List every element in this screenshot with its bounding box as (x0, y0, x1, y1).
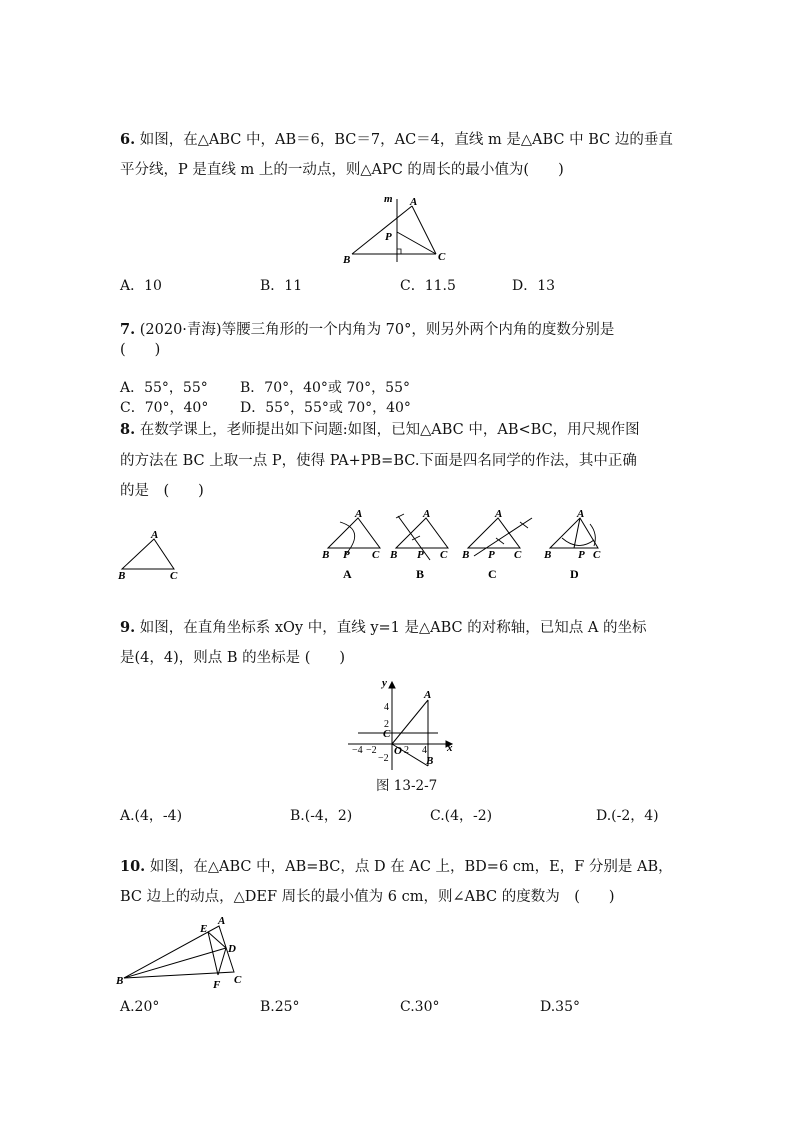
q8a-label-c: C (372, 549, 380, 561)
q9-coordinate-figure (338, 676, 462, 772)
q9-tick-y-neg2: −2 (378, 753, 389, 764)
q10-option-a: A.20° (120, 999, 160, 1015)
q9-line1 (120, 618, 646, 638)
q10-text1: 如图，在△ABC 中，AB=BC，点 D 在 AC 上，BD=6 cm，E，F 分别是 AB， (149, 859, 673, 875)
q6-label-a: A (410, 196, 418, 208)
q9-label-y: y (382, 677, 387, 689)
q6-line1 (120, 130, 673, 150)
q8-caption-a: A (343, 567, 352, 581)
q9-label-a: A (424, 689, 432, 701)
q9-option-c: C.(4，-2) (430, 808, 493, 824)
q10-label-a: A (218, 915, 226, 927)
q8-choice-b-figure (386, 508, 454, 583)
q6-label-p: P (385, 231, 392, 243)
q6-text1: 如图，在△ABC 中，AB＝6，BC＝7，AC＝4，直线 m 是△ABC 中 BC 边的垂直 (139, 132, 673, 148)
q10-label-f: F (213, 979, 221, 991)
q9-label-o: O (394, 745, 402, 757)
q8-choice-d-figure (540, 508, 608, 583)
q9-tick-x-neg4: −4 (352, 745, 363, 756)
q8-text1: 在数学课上，老师提出如下问题:如图，已知△ABC 中，AB<BC，用尺规作图 (139, 422, 640, 438)
q10-option-d: D.35° (540, 999, 580, 1015)
q10-option-c: C.30° (400, 999, 440, 1015)
q8d-label-c: C (593, 549, 601, 561)
q8d-label-a: A (577, 508, 585, 520)
q7-number: 7. (120, 321, 136, 338)
q8-line2: 的方法在 BC 上取一点 P，使得 PA+PB=BC.下面是四名同学的作法，其中正确 (120, 453, 637, 469)
q6-option-b: B．11 (260, 278, 303, 294)
q9-option-b: B.(-4，2) (290, 808, 353, 824)
q10-figure (116, 912, 254, 992)
q9-label-c: C (383, 728, 391, 740)
q8-number: 8. (120, 421, 136, 438)
q7-line1 (120, 320, 614, 340)
q8-caption-c: C (488, 567, 497, 581)
q6-option-d: D．13 (512, 278, 556, 294)
q9-tick-y-2: 2 (384, 719, 389, 730)
q8-line3: 的是 ( ) (120, 483, 204, 499)
q6-right-angle (397, 249, 401, 254)
q8d-label-p: P (578, 549, 585, 561)
q8b-label-b: B (390, 549, 398, 561)
q8a-label-a: A (355, 508, 363, 520)
q8-caption-b: B (416, 567, 425, 581)
q9-option-d: D.(-2，4) (596, 808, 659, 824)
q8c-label-p: P (488, 549, 495, 561)
q10-number: 10. (120, 858, 146, 875)
q7-option-a: A．55°，55° (120, 380, 208, 396)
q10-label-b: B (116, 975, 124, 987)
q10-option-b: B.25° (260, 999, 300, 1015)
q8-line1 (120, 420, 640, 440)
q9-option-a: A.(4，-4) (120, 808, 183, 824)
q7-option-d: D．55°，55°或 70°，40° (240, 400, 411, 416)
q8-given-label-a: A (151, 529, 159, 541)
q9-label-b: B (426, 755, 434, 767)
q8-given-triangle (116, 526, 186, 582)
q8a-label-p: P (343, 549, 350, 561)
q8-given-label-b: B (118, 570, 126, 582)
q6-option-c: C．11.5 (400, 278, 456, 294)
q8b-label-a: A (423, 508, 431, 520)
q8c-label-b: B (462, 549, 470, 561)
q8d-label-b: B (544, 549, 552, 561)
q10-label-e: E (200, 923, 208, 935)
q6-label-c: C (438, 251, 446, 263)
q8c-label-c: C (514, 549, 522, 561)
q6-figure (340, 192, 460, 270)
q6-option-a: A．10 (120, 278, 162, 294)
q9-label-x: x (447, 742, 453, 754)
q7-line2: ( ) (120, 342, 161, 358)
q6-label-m: m (384, 193, 393, 205)
q7-text1: (2020·青海)等腰三角形的一个内角为 70°，则另外两个内角的度数分别是 (139, 322, 615, 338)
q6-label-b: B (343, 254, 351, 266)
q8-choice-a-figure (318, 508, 386, 583)
q9-figure-caption: 图 13-2-7 (376, 778, 438, 794)
q7-option-c: C．70°，40° (120, 400, 209, 416)
q8a-label-b: B (322, 549, 330, 561)
q10-label-c: C (234, 974, 242, 986)
q9-line2: 是(4，4)，则点 B 的坐标是 ( ) (120, 650, 346, 666)
q8-given-label-c: C (170, 570, 178, 582)
q6-line2: 平分线，P 是直线 m 上的一动点，则△APC 的周长的最小值为( ) (120, 162, 564, 178)
q10-label-d: D (228, 943, 236, 955)
q9-number: 9. (120, 619, 136, 636)
q9-tick-x-2: 2 (404, 745, 409, 756)
q8-caption-d: D (570, 567, 579, 581)
q6-number: 6. (120, 131, 136, 148)
q8b-label-p: P (417, 549, 424, 561)
q9-tick-y-4: 4 (384, 702, 389, 713)
q9-tick-x-neg2: −2 (366, 745, 377, 756)
q10-line1 (120, 857, 673, 877)
q7-option-b: B．70°，40°或 70°，55° (240, 380, 410, 396)
q9-tick-x-4: 4 (422, 745, 427, 756)
q8b-label-c: C (440, 549, 448, 561)
q8-choice-c-figure (458, 508, 538, 583)
q10-line2: BC 边上的动点，△DEF 周长的最小值为 6 cm，则∠ABC 的度数为 ( ) (120, 889, 615, 905)
q9-text1: 如图，在直角坐标系 xOy 中，直线 y=1 是△ABC 的对称轴，已知点 A 的坐标 (139, 620, 647, 636)
q6-side-ab (352, 206, 412, 254)
q8c-label-a: A (495, 508, 503, 520)
